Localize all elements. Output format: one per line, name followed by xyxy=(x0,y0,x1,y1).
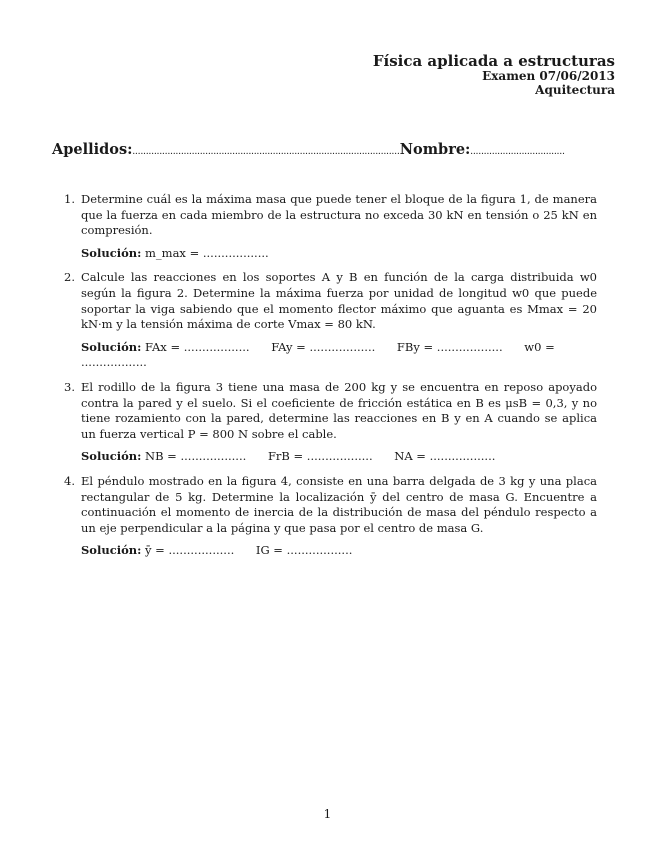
student-fields xyxy=(52,141,612,158)
question-text: Determine cuál es la máxima masa que puede tener el bloque de la figura 1, de manera que la fuerza en cada miembro de la estructura no exceda 30 kN en tensión o 25 kN en compresión. xyxy=(81,192,597,238)
solution-label: Solución: xyxy=(81,543,142,558)
program-name: Aquitectura xyxy=(535,83,615,98)
answer-blank: w0 = .................. xyxy=(81,339,555,370)
page-number: 1 xyxy=(323,807,332,821)
solution-line xyxy=(81,449,597,465)
name-blank: ................................... xyxy=(470,146,565,157)
question-item xyxy=(64,380,597,465)
question-text: El rodillo de la figura 3 tiene una masa de 200 kg y se encuentra en reposo apoyado contra la pared y el suelo. Si el coeficiente de fricción estática en B es μsB = 0,3, y no tiene rozamiento con la pared, determine las reacciones en B y en A cuando se aplica un fuerza vertical P = 800 N sobre el cable. xyxy=(81,379,597,441)
question-item xyxy=(64,270,597,371)
surname-label: Apellidos: xyxy=(52,141,133,158)
question-item xyxy=(64,474,597,559)
solution-line xyxy=(81,246,597,262)
answer-blank: FBy = .................. xyxy=(396,339,503,354)
answer-blank: ȳ = .................. xyxy=(145,543,235,558)
question-number: 2. xyxy=(64,270,75,285)
exam-header xyxy=(373,53,615,98)
answer-blank: NA = .................. xyxy=(394,449,496,464)
answer-blank: FAy = .................. xyxy=(271,339,376,354)
solution-label: Solución: xyxy=(81,245,142,260)
surname-blank: ................................................................................................... xyxy=(132,146,400,157)
answer-blank: m_max = .................. xyxy=(145,245,269,260)
answer-blank: FrB = .................. xyxy=(267,449,373,464)
question-text: Calcule las reacciones en los soportes A y B en función de la carga distribuida w0 según la figura 2. Determine la máxima fuerza por unidad de longitud w0 que puede soportar la viga sabiendo que el momento flector máximo que aguanta es Mmax = 20 kN·m y la tensión máxima de corte Vmax = 80 kN. xyxy=(81,270,597,332)
course-title: Física aplicada a estructuras xyxy=(372,52,615,70)
question-text: El péndulo mostrado en la figura 4, consiste en una barra delgada de 3 kg y una placa rectangular de 5 kg. Determine la localización ȳ del centro de masa G. Encuentre a continuación el momento de inercia de la distribución de masa del péndulo respecto a un eje perpendicular a la página y que pasa por el centro de masa G. xyxy=(81,473,597,535)
solution-line xyxy=(81,340,597,371)
question-number: 3. xyxy=(64,379,75,394)
question-number: 4. xyxy=(64,473,75,488)
name-label: Nombre: xyxy=(399,141,471,158)
solution-label: Solución: xyxy=(81,449,142,464)
answer-blank: NB = .................. xyxy=(145,449,247,464)
question-item xyxy=(64,192,597,261)
question-number: 1. xyxy=(64,192,75,206)
exam-date: Examen 07/06/2013 xyxy=(482,69,615,84)
answer-blank: IG = .................. xyxy=(255,543,353,558)
solution-line xyxy=(81,543,597,559)
answer-blank: FAx = .................. xyxy=(145,339,250,354)
question-list xyxy=(64,192,597,568)
solution-label: Solución: xyxy=(81,339,142,354)
